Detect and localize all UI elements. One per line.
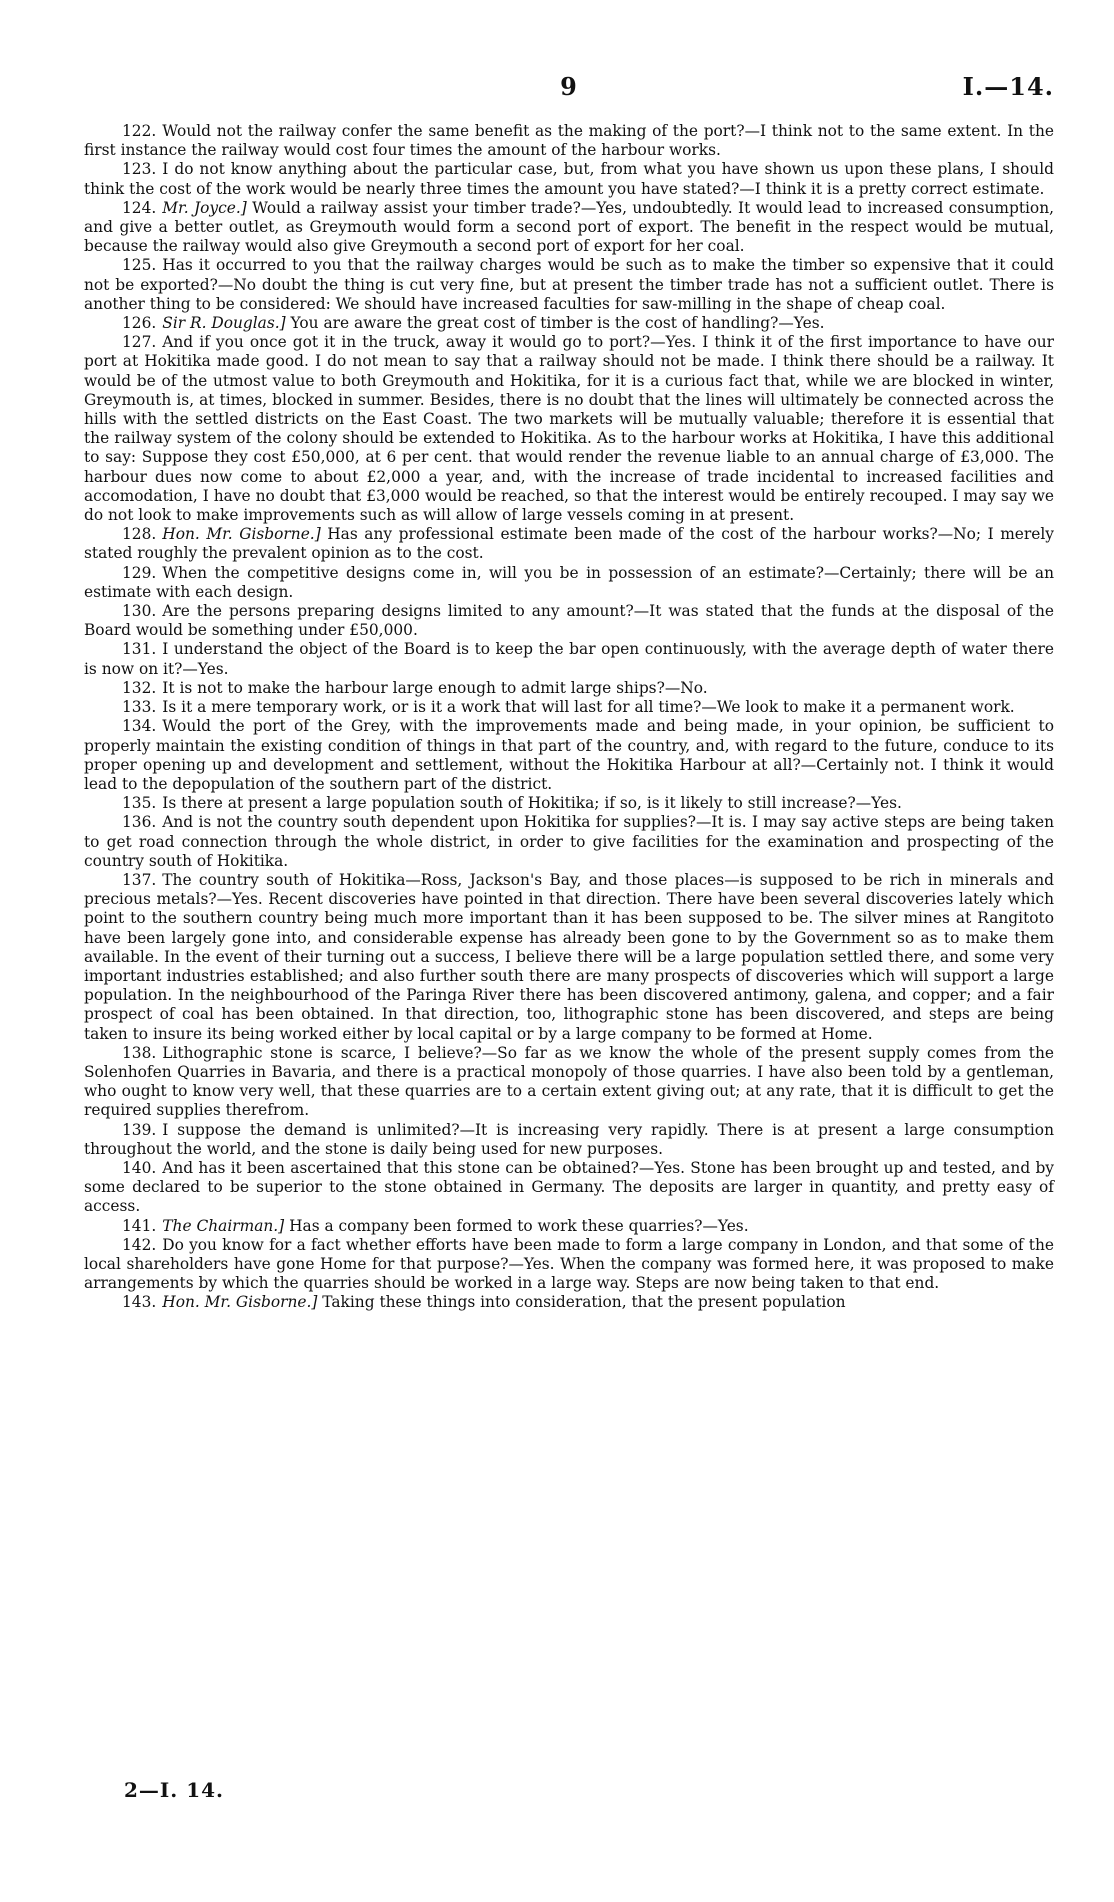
question-paragraph bbox=[84, 1236, 1054, 1294]
question-paragraph bbox=[84, 256, 1054, 314]
page-number: 9 bbox=[560, 72, 578, 101]
question-text: The country south of Hokitika—Ross, Jackson's Bay, and those places—is supposed to be rich in minerals and precious metals?—Yes. Recent discoveries have pointed in that direction. There have been several discoveries lately which point to the southern country being much more important than it has been supposed to be. The silver mines at Rangitoto have been largely gone into, and considerable expense has already been gone to by the Government so as to make them available. In the event of their turning out a success, I believe there will be a large population settled there, and some very important industries established; and also further south there are many prospects of discoveries which will support a large population. In the neighbourhood of the Paringa River there has been discovered antimony, galena, and copper; and a fair prospect of coal has been obtained. In that direction, too, lithographic stone has been discovered, and steps are being taken to insure its being worked either by local capital or by a large company to be formed at Home. bbox=[84, 870, 1054, 1043]
question-text: Are the persons preparing designs limited to any amount?—It was stated that the funds at the disposal of the Board would be something under £50,000. bbox=[84, 602, 1054, 640]
question-text: Would a railway assist your timber trade?—Yes, undoubtedly. It would lead to increased consumption, and give a better outlet, as Greymouth would form a second port of export. The benefit in the respect would be mutual, because the railway would also give Greymouth a second port of export for her coal. bbox=[84, 198, 1054, 256]
question-number: 135. bbox=[122, 794, 157, 813]
question-paragraph bbox=[84, 1159, 1054, 1217]
question-paragraph bbox=[84, 199, 1054, 257]
question-paragraph bbox=[84, 602, 1054, 640]
question-number: 142. bbox=[122, 1235, 157, 1254]
question-number: 129. bbox=[122, 563, 157, 582]
question-number: 140. bbox=[122, 1158, 157, 1177]
speaker-name: The Chairman.] bbox=[162, 1216, 285, 1235]
question-number: 137. bbox=[122, 870, 157, 889]
question-number: 139. bbox=[122, 1120, 157, 1139]
question-text: When the competitive designs come in, will you be in possession of an estimate?—Certainly; there will be an estimate with each design. bbox=[84, 563, 1054, 601]
signature-mark: 2—I. 14. bbox=[124, 1778, 224, 1802]
question-number: 134. bbox=[122, 717, 157, 736]
question-number: 123. bbox=[122, 160, 157, 179]
question-paragraph bbox=[84, 160, 1054, 198]
question-paragraph bbox=[84, 698, 1054, 717]
question-text: I understand the object of the Board is to keep the bar open continuously, with the average depth of water there is now on it?—Yes. bbox=[84, 640, 1054, 678]
question-number: 136. bbox=[122, 813, 157, 832]
speaker-name: Sir R. Douglas.] bbox=[162, 314, 286, 333]
question-number: 130. bbox=[122, 602, 157, 621]
document-body bbox=[84, 122, 1054, 1313]
question-number: 125. bbox=[122, 256, 157, 275]
question-text: And has it been ascertained that this stone can be obtained?—Yes. Stone has been brought up and tested, and by some declared to be superior to the stone obtained in Germany. The deposits are larger in quantity, and pretty easy of access. bbox=[84, 1158, 1054, 1216]
question-paragraph bbox=[84, 1293, 1054, 1312]
question-paragraph bbox=[84, 333, 1054, 525]
question-text: Is there at present a large population south of Hokitika; if so, is it likely to still increase?—Yes. bbox=[162, 794, 902, 813]
question-text: Taking these things into consideration, that the present population bbox=[322, 1293, 846, 1312]
speaker-name: Hon. Mr. Gisborne.] bbox=[162, 525, 321, 544]
question-text: And if you once got it in the truck, away it would go to port?—Yes. I think it of the first importance to have our port at Hokitika made good. I do not mean to say that a railway should not be made. I think there should be a railway. It would be of the utmost value to both Greymouth and Hokitika, for it is a curious fact that, while we are blocked in winter, Greymouth is, at times, blocked in summer. Besides, there is no doubt that the lines will ultimately be connected across the hills with the settled districts on the East Coast. The two markets will be mutually valuable; therefore it is essential that the railway system of the colony should be extended to Hokitika. As to the harbour works at Hokitika, I have this additional to say: Suppose they cost £50,000, at 6 per cent. that would render the revenue liable to an annual charge of £3,000. The harbour dues now come to about £2,000 a year, and, with the increase of trade incidental to increased facilities and accomodation, I have no doubt that £3,000 would be reached, so that the interest would be entirely recouped. I may say we do not look to make improvements such as will allow of large vessels coming in at present. bbox=[84, 333, 1054, 525]
question-number: 143. bbox=[122, 1293, 157, 1312]
question-number: 124. bbox=[122, 198, 157, 217]
question-number: 133. bbox=[122, 698, 157, 717]
question-paragraph bbox=[84, 314, 1054, 333]
question-paragraph bbox=[84, 1044, 1054, 1121]
question-text: Has any professional estimate been made of the cost of the harbour works?—No; I merely stated roughly the prevalent opinion as to the cost. bbox=[84, 525, 1054, 563]
page-header bbox=[84, 72, 1054, 112]
page-reference: I.—14. bbox=[962, 72, 1054, 101]
question-text: Do you know for a fact whether efforts have been made to form a large company in London, and that some of the local shareholders have gone Home for that purpose?—Yes. When the company was formed here, it was proposed to make arrangements by which the quarries should be worked in a large way. Steps are now being taken to that end. bbox=[84, 1235, 1054, 1293]
question-paragraph bbox=[84, 871, 1054, 1044]
question-paragraph bbox=[84, 1121, 1054, 1159]
question-number: 126. bbox=[122, 314, 157, 333]
question-paragraph bbox=[84, 525, 1054, 563]
question-number: 138. bbox=[122, 1043, 157, 1062]
question-text: I do not know anything about the particular case, but, from what you have shown us upon these plans, I should think the cost of the work would be nearly three times the amount you have stated?—I think it is a pretty correct estimate. bbox=[84, 160, 1054, 198]
question-text: Lithographic stone is scarce, I believe?—So far as we know the whole of the present supply comes from the Solenhofen Quarries in Bavaria, and there is a practical monopoly of those quarries. I have also been told by a gentleman, who ought to know very well, that these quarries are to a certain extent giving out; at any rate, that it is difficult to get the required supplies therefrom. bbox=[84, 1043, 1054, 1120]
question-paragraph bbox=[84, 813, 1054, 871]
question-paragraph bbox=[84, 794, 1054, 813]
question-paragraph bbox=[84, 640, 1054, 678]
question-text: Would not the railway confer the same benefit as the making of the port?—I think not to the same extent. In the first instance the railway would cost four times the amount of the harbour works. bbox=[84, 122, 1054, 160]
question-number: 122. bbox=[122, 122, 157, 140]
question-number: 127. bbox=[122, 333, 157, 352]
question-text: Is it a mere temporary work, or is it a work that will last for all time?—We look to make it a permanent work. bbox=[162, 698, 1015, 717]
question-text: I suppose the demand is unlimited?—It is increasing very rapidly. There is at present a large consumption throughout the world, and the stone is daily being used for new purposes. bbox=[84, 1120, 1054, 1158]
question-text: And is not the country south dependent upon Hokitika for supplies?—It is. I may say active steps are being taken to get road connection through the whole district, in order to give facilities for the examination and prospecting of the country south of Hokitika. bbox=[84, 813, 1054, 870]
question-text: It is not to make the harbour large enough to admit large ships?—No. bbox=[162, 678, 708, 697]
question-number: 141. bbox=[122, 1216, 157, 1235]
question-number: 128. bbox=[122, 525, 157, 544]
question-paragraph bbox=[84, 1217, 1054, 1236]
question-text: Has a company been formed to work these quarries?—Yes. bbox=[289, 1216, 749, 1235]
question-paragraph bbox=[84, 564, 1054, 602]
question-text: Has it occurred to you that the railway charges would be such as to make the timber so expensive that it could not be exported?—No doubt the thing is cut very fine, but at present the timber trade has not a sufficient outlet. There is another thing to be considered: We should have increased faculties for saw-milling in the shape of cheap coal. bbox=[84, 256, 1054, 313]
question-text: You are aware the great cost of timber is the cost of handling?—Yes. bbox=[290, 314, 825, 333]
question-paragraph bbox=[84, 122, 1054, 160]
question-number: 132. bbox=[122, 678, 157, 697]
question-text: Would the port of the Grey, with the improvements made and being made, in your opinion, be sufficient to properly maintain the existing condition of things in that part of the country, and, with regard to the future, conduce to its proper opening up and development and settlement, without the Hokitika Harbour at all?—Certainly not. I think it would lead to the depopulation of the southern part of the district. bbox=[84, 717, 1054, 793]
speaker-name: Hon. Mr. Gisborne.] bbox=[162, 1293, 318, 1312]
question-number: 131. bbox=[122, 640, 157, 659]
question-paragraph bbox=[84, 717, 1054, 794]
speaker-name: Mr. Joyce.] bbox=[162, 198, 247, 217]
question-paragraph bbox=[84, 679, 1054, 698]
